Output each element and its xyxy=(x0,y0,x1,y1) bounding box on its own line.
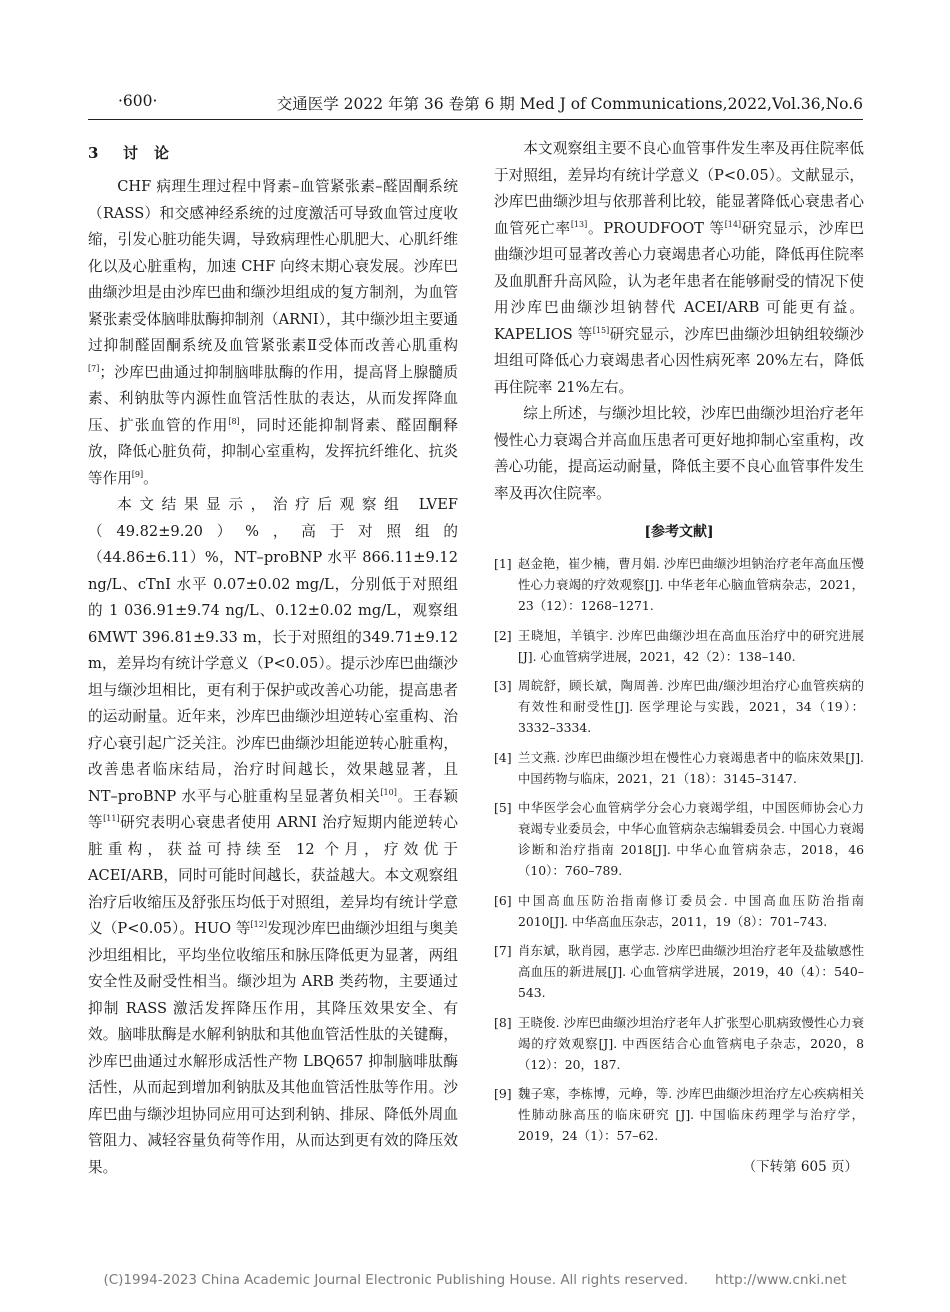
citation[interactable]: [14] xyxy=(724,219,742,229)
reference-item xyxy=(494,625,864,667)
reference-item xyxy=(494,1083,864,1146)
reference-text: 赵金艳，崔少楠，曹月娟. 沙库巴曲缬沙坦钠治疗老年高血压慢性心力衰竭的疗效观察[J]. 中华老年心脑血管病杂志，2021，23（12）：1268–1271. xyxy=(518,556,864,613)
left-column xyxy=(88,136,458,1181)
citation[interactable]: [7] xyxy=(88,363,100,373)
reference-number: [1] xyxy=(494,556,512,571)
section-number: 3 xyxy=(88,144,99,162)
reference-item xyxy=(494,675,864,738)
citation[interactable]: [9] xyxy=(131,469,144,479)
citation[interactable]: [15] xyxy=(592,325,610,335)
page-number: ·600· xyxy=(118,92,158,110)
copyright-footer: (C)1994-2023 China Academic Journal Electronic Publishing House. All rights reserved. http://www.cnki.net xyxy=(103,1272,847,1288)
section-title: 讨 论 xyxy=(122,144,170,162)
references-heading: [参考文献] xyxy=(644,524,714,540)
reference-item xyxy=(494,940,864,1003)
discussion-paragraph-2: 本文结果显示，治疗后观察组 LVEF（49.82±9.20）%，高于对照组的（44.86±6.11）%，NT–proBNP 水平 866.11±9.12 ng/L、cTnI 水平 0.07±0.02 mg/L，分别低于对照组的 1 036.91±9.74 ng/L、0.12±0.02 mg/L，观察组 6MWT 396.81±9.33 m，长于对照组的349.71±9.12 m，差异均有统计学意义（P<0.05）。提示沙库巴曲缬沙坦与缬沙坦相比，更有利于保护或改善心功能，提高患者的运动耐量。近年来，沙库巴曲缬沙坦逆转心室重构、治疗心衰引起广泛关注。沙库巴曲缬沙坦能逆转心脏重构，改善患者临床结局，治疗时间越长，效果越显著，且 NT–proBNP 水平与心脏重构呈显著负相关[10]。王春颖等[11]研究表明心衰患者使用 ARNI 治疗短期内能逆转心脏重构，获益可持续至 12 个月，疗效优于 ACEI/ARB，同时可能时间越长，获益越大。本文观察组治疗后收缩压及舒张压均低于对照组，差异均有统计学意义（P<0.05）。HUO 等[12]发现沙库巴曲缬沙坦组与奥美沙坦组相比，平均坐位收缩压和脉压降低更为显著，两组安全性及耐受性相当。缬沙坦为 ARB 类药物，主要通过抑制 RASS 激活发挥降压作用，其降压效果安全、有效。脑啡肽酶是水解利钠肽和其他血管活性肽的关键酶，沙库巴曲通过水解形成活性产物 LBQ657 抑制脑啡肽酶活性，从而起到增加利钠肽及其他血管活性肽等作用。沙库巴曲与缬沙坦协同应用可达到利钠、排尿、降低外周血管阻力、减轻容量负荷等作用，从而达到更有效的降压效果。 xyxy=(88,496,458,1176)
continued-note: （下转第 605 页） xyxy=(742,1158,858,1175)
discussion-paragraph-1: CHF 病理生理过程中肾素–血管紧张素–醛固酮系统（RASS）和交感神经系统的过度激活可导致血管过度收缩，引发心脏功能失调，导致病理性心肌肥大、心肌纤维化以及心脏重构，加速 CHF 向终末期心衰发展。沙库巴曲缬沙坦是由沙库巴曲和缬沙坦组成的复方制剂，为血管紧张素受体脑啡肽酶抑制剂（ARNI），其中缬沙坦主要通过抑制醛固酮系统及血管紧张素Ⅱ受体而改善心肌重构[7]；沙库巴曲通过抑制脑啡肽酶的作用，提高肾上腺髓质素、利钠肽等内源性血管活性肽的表达，从而发挥降血压、扩张血管的作用[8]，同时还能抑制肾素、醛固酮释放，降低心脏负荷，抑制心室重构，发挥抗纤维化、抗炎等作用[9]。 xyxy=(88,178,458,487)
reference-number: [2] xyxy=(494,627,512,643)
reference-text: 肖东斌，耿肖园，惠学志. 沙库巴曲缬沙坦治疗老年及盐敏感性高血压的新进展[J]. 心血管病学进展，2019，40（4）：540–543. xyxy=(518,943,864,1000)
journal-title: 交通医学 2022 年第 36 卷第 6 期 Med J of Communications,2022,Vol.36,No.6 xyxy=(276,95,863,113)
reference-item xyxy=(494,797,864,881)
reference-text: 中国高血压防治指南修订委员会. 中国高血压防治指南 2010[J]. 中华高血压杂志，2011，19（8）：701–743. xyxy=(518,892,864,929)
reference-number: [9] xyxy=(494,1086,512,1101)
reference-item xyxy=(494,553,864,616)
reference-item xyxy=(494,1012,864,1075)
reference-number: [8] xyxy=(494,1014,512,1030)
conclusion-paragraph: 综上所述，与缬沙坦比较，沙库巴曲缬沙坦治疗老年慢性心力衰竭合并高血压患者可更好地抑制心室重构，改善心功能，提高运动耐量，降低主要不良心血管事件发生率及再次住院率。 xyxy=(494,405,864,502)
citation[interactable]: [11] xyxy=(103,814,120,824)
reference-text: 王晓旭，羊镇宇. 沙库巴曲缬沙坦在高血压治疗中的研究进展[J]. 心血管病学进展，2021，42（2）：138–140. xyxy=(518,627,864,664)
reference-item xyxy=(494,747,864,789)
reference-number: [5] xyxy=(494,800,512,815)
citation[interactable]: [12] xyxy=(250,920,267,930)
header-divider xyxy=(88,119,863,120)
right-column xyxy=(494,136,864,1175)
reference-number: [3] xyxy=(494,678,512,693)
reference-text: 中华医学会心血管病学分会心力衰竭学组，中国医师协会心力衰竭专业委员会，中华心血管病杂志编辑委员会. 中国心力衰竭诊断和治疗指南 2018[J]. 中华心血管病杂志，2018，46（10）：760–789. xyxy=(518,800,864,878)
reference-text: 王晓俊. 沙库巴曲缬沙坦治疗老年人扩张型心肌病致慢性心力衰竭的疗效观察[J]. 中西医结合心血管病电子杂志，2020，8（12）：20，187. xyxy=(518,1014,864,1072)
reference-number: [4] xyxy=(494,749,512,765)
reference-text: 魏子寒，李栋博，元峥，等. 沙库巴曲缬沙坦治疗左心疾病相关性肺动脉高压的临床研究 [J]. 中国临床药理学与治疗学，2019，24（1）：57–62. xyxy=(518,1086,864,1143)
section-heading xyxy=(88,140,458,166)
citation[interactable]: [13] xyxy=(570,219,588,229)
reference-item xyxy=(494,890,864,932)
reference-number: [6] xyxy=(494,892,512,908)
citation[interactable]: [8] xyxy=(228,416,240,426)
reference-list xyxy=(494,553,864,1146)
reference-text: 兰文燕. 沙库巴曲缬沙坦在慢性心力衰竭患者中的临床效果[J]. 中国药物与临床，2021，21（18）：3145–3147. xyxy=(518,749,864,786)
reference-number: [7] xyxy=(494,943,512,958)
reference-text: 周皖舒，顾长斌，陶周善. 沙库巴曲/缬沙坦治疗心血管疾病的有效性和耐受性[J]. 医学理论与实践，2021，34（19）：3332–3334. xyxy=(518,678,864,735)
citation[interactable]: [10] xyxy=(380,787,397,797)
page-header xyxy=(118,92,863,118)
discussion-paragraph-3: 本文观察组主要不良心血管事件发生率及再住院率低于对照组，差异均有统计学意义（P<0.05）。文献显示，沙库巴曲缬沙坦与依那普利比较，能显著降低心衰患者心血管死亡率[13]。PROUDFOOT 等[14]研究显示，沙库巴曲缬沙坦可显著改善心力衰竭患者心功能，降低再住院率及血肌酐升高风险，认为老年患者在能够耐受的情况下使用沙库巴曲缬沙坦钠替代 ACEI/ARB 可能更有益。KAPELIOS 等[15]研究显示，沙库巴曲缬沙坦钠组较缬沙坦组可降低心力衰竭患者心因性病死率 20%左右，降低再住院率 21%左右。 xyxy=(494,140,864,396)
